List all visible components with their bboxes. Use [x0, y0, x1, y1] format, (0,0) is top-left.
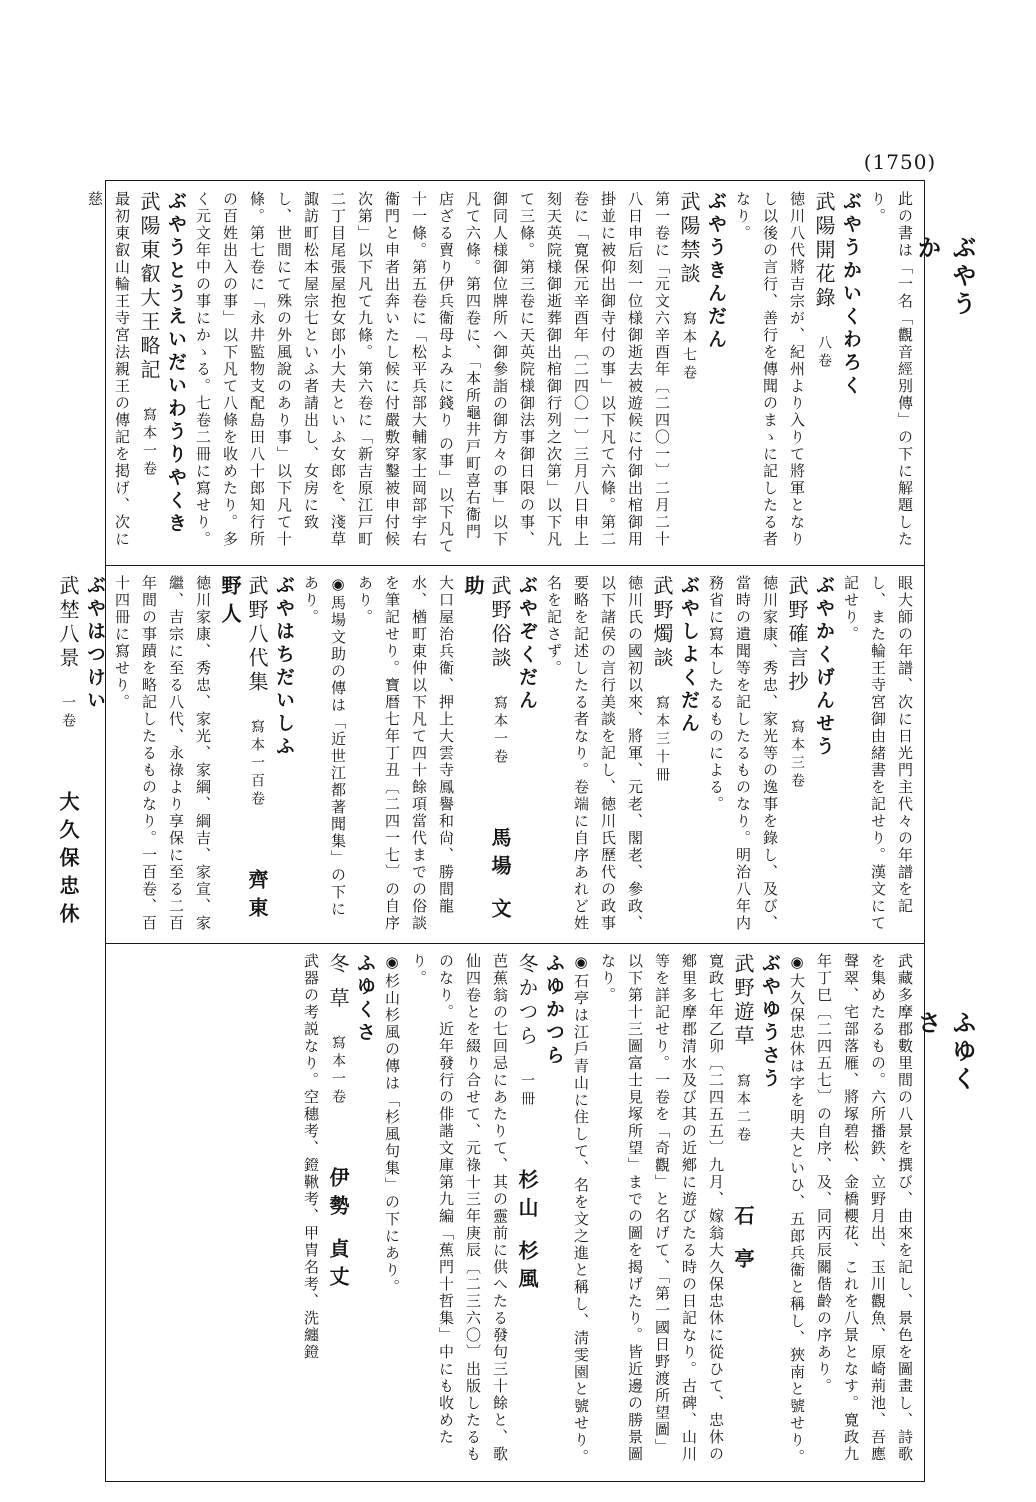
entry-kind: 寫本 — [141, 407, 157, 443]
entry-title: 武野遊草 — [731, 953, 755, 1049]
entry-volume: 三卷 — [789, 755, 805, 791]
entry-title: 武陽東叡大王略記 — [137, 191, 161, 383]
entry-title-line — [459, 575, 513, 933]
section-divider — [106, 565, 924, 566]
entry-title: 冬かつら — [515, 953, 539, 1049]
entry-author: 齊東野人 — [218, 575, 269, 925]
page-number: (1750) — [863, 150, 937, 174]
entry-volume: 一卷 — [492, 731, 508, 767]
entry-volume: 七卷 — [681, 347, 697, 383]
entry-title: 武埜八景 — [56, 575, 80, 671]
section-divider — [106, 943, 924, 944]
entry-kind: 寫本 — [249, 719, 265, 755]
entry-note: ◉大久保忠休は字を明夫といひ、五郎兵衞と稱し、狹南と號せり。 — [788, 953, 806, 1466]
entry-title-line — [135, 191, 162, 555]
entry-body: 徳川家康、秀忠、家光等の逸事を錄し、及び、當時の遺聞等を記したるものなり。明治八年内務省に寫本したるものによる。 — [707, 575, 779, 932]
section-top — [86, 191, 918, 555]
entry-kind: 寫本 — [735, 1073, 751, 1109]
entry-volume: 一卷 — [330, 1071, 346, 1108]
entry-kind: 寫本 — [492, 695, 508, 731]
entry-title: 武野燭談 — [650, 575, 674, 671]
continued-text: 武藏多摩郡數里間の八景を撰び、由來を記し、景色を圖畫し、詩歌を集めたるもの。六所播鉄、立野月出、玉川觀魚、原崎荊池、吾應聲翠、宅部落雁、將塚碧松、金橋櫻花、これを八景となす。寛政九年丁巳〔二四五七〕の自序、及、同丙辰關偕齡の序あり。 — [815, 953, 914, 1463]
entry-reading: ぶやうかいくわろく — [840, 191, 862, 398]
entry-volume: 一百卷 — [249, 755, 265, 809]
entry-body: 第一卷に「元文六辛酉年〔二四〇一〕二月二十八日申后刻一位様御逝去被遊候に付御出棺御用掛並に被仰出御寺付の事」以下凡て六條。第二卷に「寛保元辛酉年〔二四〇一〕三月八日申上刻天英院様御逝葬御出棺御行列之次第」以下凡て三條。第三卷に天英院様御法事御日限の事、御同人様御位牌所へ御參詣の御方々の事」以下凡て六條。第四卷に、「本所龜井戸町喜右衞門店ざる賣り伊兵衞母よみに錢り の事」以下凡て十一條。第五卷に「松平兵部大輔家士岡部宇右衞門と申者出奔いたし候に付嚴敷穿鑿被申付候次第」以下凡て九條。第六卷に「新吉原江戸町二丁目尾張屋抱女郎小大夫といふ女郎を、淺草諏訪町松本屋宗七といふ者請出し、女房に致し、世間にて殊の外風說のあり事」以下凡て十條。第七卷に「永井監物支配島田八十郎知行所の百姓出入の事」以下凡て八條を收めたり。多く元文年中の事にかゝる。七卷二冊に寫せり。 — [194, 191, 671, 555]
entry-volume: 八卷 — [816, 335, 832, 371]
entry-note: ◉石亭は江戶青山に住して、名を文之進と稱し、淸雯園と號せり。 — [572, 953, 590, 1466]
entry-title: 武野確言抄 — [785, 575, 809, 695]
entry-title-line — [729, 953, 756, 1467]
entry-reading: ふゆくさ — [354, 953, 376, 1045]
entry-body: 最初東叡山輪王寺宮法親王の傳記を掲げ、次に慈 — [86, 191, 131, 548]
entry-title: 武野俗談 — [488, 575, 512, 671]
entry-title-line — [783, 575, 810, 933]
entry-author: 大久保忠休 — [56, 791, 80, 931]
section-middle — [56, 575, 918, 933]
entry-author: 伊勢 貞丈 — [326, 1167, 350, 1295]
intro-text: 此の書は「一名「觀音經別傳」の下に解題したり。 — [869, 191, 914, 548]
entry-body: 徳川氏の國初以來、將軍、元老、閣老、參政、以下諸侯の言行美談を記し、徳川氏歷代の政事要略を記述したる者なり。卷端に自序あれど姓名を記さず。 — [545, 575, 644, 932]
entry-title-line — [648, 575, 675, 933]
entry-reading: ぶやうきんだん — [705, 191, 727, 352]
entry-body: 徳川八代將吉宗が、紀州より入りて將軍となりし以後の言行、善行を傳聞のまゝに記したる者なり。 — [734, 191, 806, 548]
entry-reading: ぶやかくげんせう — [813, 575, 835, 759]
entry-author: 石 亭 — [731, 1205, 755, 1276]
entry-reading: ふゆかつら — [543, 953, 565, 1068]
entry-note: ◉馬場文助の傳は「近世江都著聞集」の下にあり。 — [302, 575, 347, 918]
entry-kind: 寫本 — [681, 311, 697, 347]
entry-volume: 三十冊 — [654, 731, 670, 785]
entry-note: ◉杉山杉風の傳は「杉風句集」の下にあり。 — [383, 953, 401, 1296]
entry-body: 芭蕉翁の七回忌にあたりて、其の靈前に供へたる發句三十餘と、歌仙四卷とを綴り合せて、元祿十三年庚辰〔二三六〇〕出版したるものなり。近年發行の俳諧文庫第九編「蕉門十哲集」中にも收めたり。 — [410, 953, 509, 1463]
entry-title-line — [54, 575, 81, 933]
entry-body: 寛政七年乙卯〔二四五五〕九月、嫁翁大久保忠休に從ひて、忠休の鄕里多摩郡清水及び其の近鄕に遊びたる時の日記なり。古碑、山川等を詳記せり。一卷を「奇觀」と名げて、「第一國日野渡所望圖」以下第十三圖富士見塚所望」までの圖を揭げたり。皆近邊の勝景圖なり。 — [599, 953, 725, 1463]
entry-kind: 寫本 — [789, 719, 805, 755]
entry-reading: ぶやはつけい — [84, 575, 106, 713]
entry-reading: ぶやぞくだん — [516, 575, 538, 713]
entry-title: 武陽禁談 — [677, 191, 701, 287]
entry-author: 杉山 杉風 — [515, 1169, 539, 1296]
header-right: ぶやうか — [913, 235, 977, 319]
entry-kind: 寫本 — [330, 1035, 346, 1072]
entry-reading: ぶやうとうえいだいわうりやくき — [165, 191, 187, 536]
entry-title: 冬 草 — [326, 953, 350, 1012]
entry-volume: 一卷 — [60, 695, 76, 731]
continued-text: 眼大師の年譜、次に日光門主代々の年譜を記し、また輪王寺宮御由緒書を記せり。漢文にて記せり。 — [842, 575, 914, 932]
entry-title: 武陽開花錄 — [812, 191, 836, 311]
entry-body: 武器の考説なり。空穗考、鐙鞦考、甲胄名考、洗纏鐙 — [302, 953, 320, 1361]
page-frame — [56, 180, 925, 1482]
entry-body: 徳川家康、秀忠、家光、家綱、綱吉、家宣、家繼、吉宗に至る八代、永祿より享保に至る二百年間の事蹟を略記したるものなり。一百卷、百十四冊に寫せり。 — [113, 575, 212, 932]
entry-title-line — [216, 575, 270, 933]
entry-kind: 寫本 — [654, 695, 670, 731]
entry-title-line — [513, 953, 540, 1467]
entry-reading: ぶやしよくだん — [678, 575, 700, 736]
entry-reading: ぶやはちだいしふ — [273, 575, 295, 759]
header-left: ふゆくさ — [913, 1010, 977, 1094]
entry-title-line — [324, 953, 351, 1467]
entry-title: 武野八代集 — [245, 575, 269, 695]
entry-volume: 一冊 — [519, 1073, 535, 1109]
entry-author: 馬場 文助 — [461, 575, 512, 926]
entry-title-line — [675, 191, 702, 555]
entry-reading: ぶやゆうさう — [759, 953, 781, 1091]
entry-volume: 二卷 — [735, 1109, 751, 1145]
section-bottom — [114, 953, 918, 1467]
entry-body: 大口屋治兵衞、押上大雲寺鳳譽和尙、勝間龍水、楢町東仲以下凡て四十餘項當代までの俗談を筆記せり。寶暦七年丁丑〔二四一七〕の自序あり。 — [356, 575, 455, 932]
entry-volume: 一卷 — [141, 443, 157, 479]
entry-title-line — [810, 191, 837, 555]
